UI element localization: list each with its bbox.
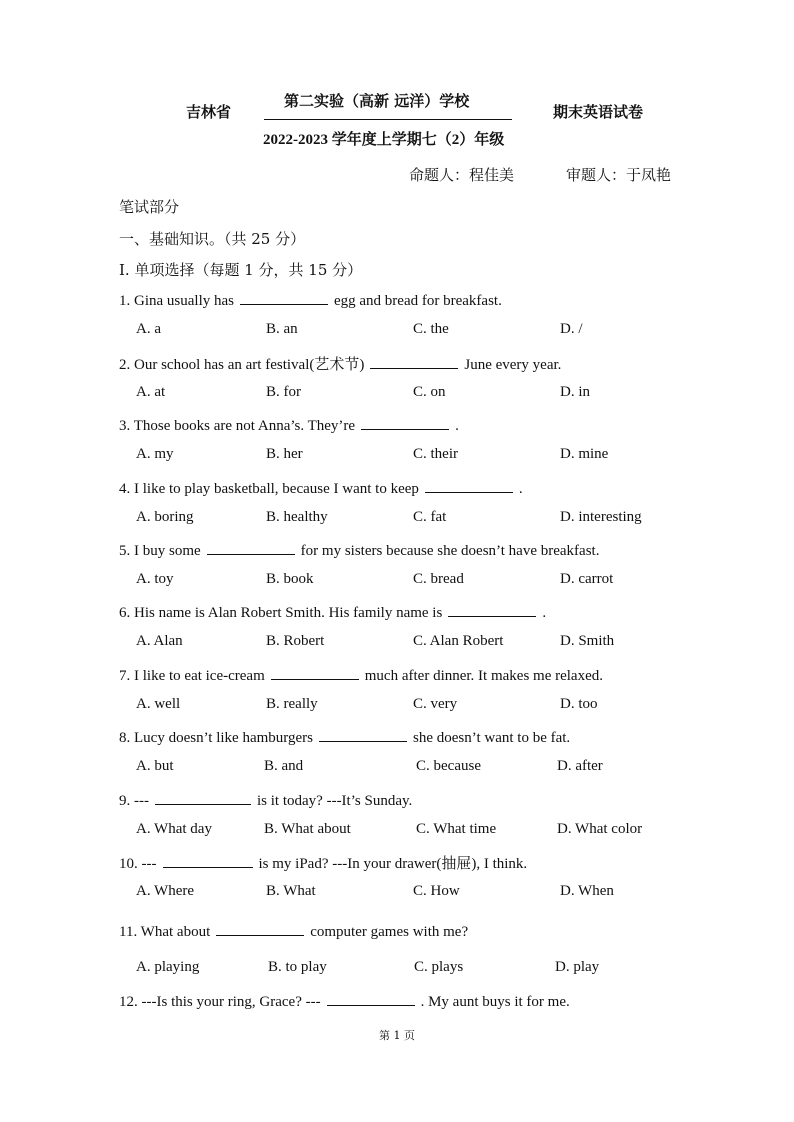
question-7-option-c[interactable]: C. very: [413, 696, 458, 712]
question-2-option-c[interactable]: C. on: [413, 384, 446, 400]
question-8-option-b[interactable]: B. and: [264, 758, 304, 774]
question-3-option-b[interactable]: B. her: [266, 446, 303, 462]
answer-blank[interactable]: [207, 540, 295, 555]
answer-blank[interactable]: [448, 602, 536, 617]
question-text: 9. ---: [119, 793, 149, 809]
question-text: 11. What about: [119, 924, 211, 940]
answer-blank[interactable]: [240, 290, 328, 305]
question-text-end: .: [518, 481, 523, 497]
question-text: 5. I buy some: [119, 543, 201, 559]
answer-blank[interactable]: [370, 354, 458, 369]
question-text-end: .: [455, 418, 459, 434]
question-text-end: much after dinner. It makes me relaxed.: [364, 668, 604, 684]
answer-blank[interactable]: [216, 921, 304, 936]
question-text-end: . My aunt buys it for me.: [420, 994, 570, 1010]
question-4: [119, 478, 523, 498]
question-text-end: computer games with me?: [310, 924, 469, 940]
question-6-option-c[interactable]: C. Alan Robert: [413, 633, 504, 649]
question-10-option-c[interactable]: C. How: [413, 883, 460, 899]
question-7-option-b[interactable]: B. really: [266, 696, 318, 712]
question-text-end: for my sisters because she doesn’t have breakfast.: [300, 543, 600, 559]
written-part-heading: 笔试部分: [119, 198, 180, 216]
school-name: 第二实验（高新 远洋）学校: [284, 92, 470, 110]
question-text-end: she doesn’t want to be fat.: [413, 730, 571, 746]
question-9-option-a[interactable]: A. What day: [136, 821, 212, 837]
question-11: [119, 921, 468, 941]
question-7: [119, 665, 603, 685]
question-11-option-b[interactable]: B. to play: [268, 959, 327, 975]
question-11-option-a[interactable]: A. playing: [136, 959, 200, 975]
question-7-option-a[interactable]: A. well: [136, 696, 181, 712]
question-2-option-d[interactable]: D. in: [560, 384, 590, 400]
question-text: 7. I like to eat ice-cream: [119, 668, 265, 684]
question-3: [119, 415, 459, 435]
question-10: [119, 852, 527, 873]
question-5: [119, 540, 599, 560]
question-text-end: June every year.: [464, 357, 562, 373]
answer-blank[interactable]: [319, 727, 407, 742]
question-9: [119, 790, 412, 810]
question-11-option-d[interactable]: D. play: [555, 959, 600, 975]
question-text: 3. Those books are not Anna’s. They’re: [119, 418, 356, 434]
answer-blank[interactable]: [361, 415, 449, 430]
question-3-option-a[interactable]: A. my: [136, 446, 174, 462]
exam-title: 期末英语试卷: [553, 103, 644, 121]
question-4-option-a[interactable]: A. boring: [136, 509, 194, 525]
province-label: 吉林省: [186, 103, 232, 121]
question-1: [119, 290, 502, 310]
question-text-end: is it today? ---It’s Sunday.: [257, 793, 413, 809]
question-text: 2. Our school has an art festival(艺术节): [119, 357, 365, 373]
question-6-option-b[interactable]: B. Robert: [266, 633, 325, 649]
term-title: 2022-2023 学年度上学期七（2）年级: [263, 132, 505, 148]
question-text: 12. ---Is this your ring, Grace? ---: [119, 994, 321, 1010]
question-7-option-d[interactable]: D. too: [560, 696, 598, 712]
question-1-option-c[interactable]: C. the: [413, 321, 449, 337]
question-2: [119, 353, 561, 374]
question-5-option-a[interactable]: A. toy: [136, 571, 174, 587]
question-6-option-a[interactable]: A. Alan: [136, 633, 183, 649]
question-4-option-b[interactable]: B. healthy: [266, 509, 328, 525]
question-1-option-a[interactable]: A. a: [136, 321, 161, 337]
question-2-option-b[interactable]: B. for: [266, 384, 301, 400]
setter-label: 命题人：程佳美: [409, 166, 515, 184]
question-text-end: egg and bread for breakfast.: [333, 293, 502, 309]
school-underline: [264, 119, 512, 120]
part1-heading: 一、基础知识。（共 25 分）: [119, 230, 306, 248]
question-5-option-d[interactable]: D. carrot: [560, 571, 614, 587]
question-5-option-b[interactable]: B. book: [266, 571, 314, 587]
question-10-option-b[interactable]: B. What: [266, 883, 316, 899]
question-10-option-a[interactable]: A. Where: [136, 883, 195, 899]
question-text-end: is my iPad? ---In your drawer(抽屉), I think.: [258, 856, 528, 872]
question-text: 6. His name is Alan Robert Smith. His family name is: [119, 605, 443, 621]
question-6: [119, 602, 546, 622]
answer-blank[interactable]: [163, 853, 253, 868]
question-9-option-d[interactable]: D. What color: [557, 821, 643, 837]
answer-blank[interactable]: [425, 478, 513, 493]
question-text: 4. I like to play basketball, because I want to keep: [119, 481, 419, 497]
question-4-option-c[interactable]: C. fat: [413, 509, 447, 525]
question-10-option-d[interactable]: D. When: [560, 883, 614, 899]
question-6-option-d[interactable]: D. Smith: [560, 633, 615, 649]
question-8-option-a[interactable]: A. but: [136, 758, 174, 774]
part1-subheading: I. 单项选择（每题 1 分，共 15 分）: [119, 261, 363, 279]
question-text-end: .: [542, 605, 547, 621]
question-5-option-c[interactable]: C. bread: [413, 571, 464, 587]
question-8-option-d[interactable]: D. after: [557, 758, 603, 774]
question-2-option-a[interactable]: A. at: [136, 384, 166, 400]
page-number: 第 1 页: [379, 1029, 415, 1042]
question-9-option-c[interactable]: C. What time: [416, 821, 497, 837]
question-9-option-b[interactable]: B. What about: [264, 821, 351, 837]
question-text: 8. Lucy doesn’t like hamburgers: [119, 730, 313, 746]
question-12: [119, 991, 570, 1011]
question-8: [119, 727, 570, 747]
question-1-option-d[interactable]: D. /: [560, 321, 583, 337]
question-text: 1. Gina usually has: [119, 293, 234, 309]
question-8-option-c[interactable]: C. because: [416, 758, 481, 774]
question-4-option-d[interactable]: D. interesting: [560, 509, 642, 525]
question-3-option-d[interactable]: D. mine: [560, 446, 609, 462]
answer-blank[interactable]: [155, 790, 251, 805]
answer-blank[interactable]: [327, 991, 415, 1006]
question-text: 10. ---: [119, 856, 157, 872]
answer-blank[interactable]: [271, 665, 359, 680]
question-11-option-c[interactable]: C. plays: [414, 959, 464, 975]
reviewer-label: 审题人：于凤艳: [566, 166, 672, 184]
question-3-option-c[interactable]: C. their: [413, 446, 458, 462]
question-1-option-b[interactable]: B. an: [266, 321, 298, 337]
